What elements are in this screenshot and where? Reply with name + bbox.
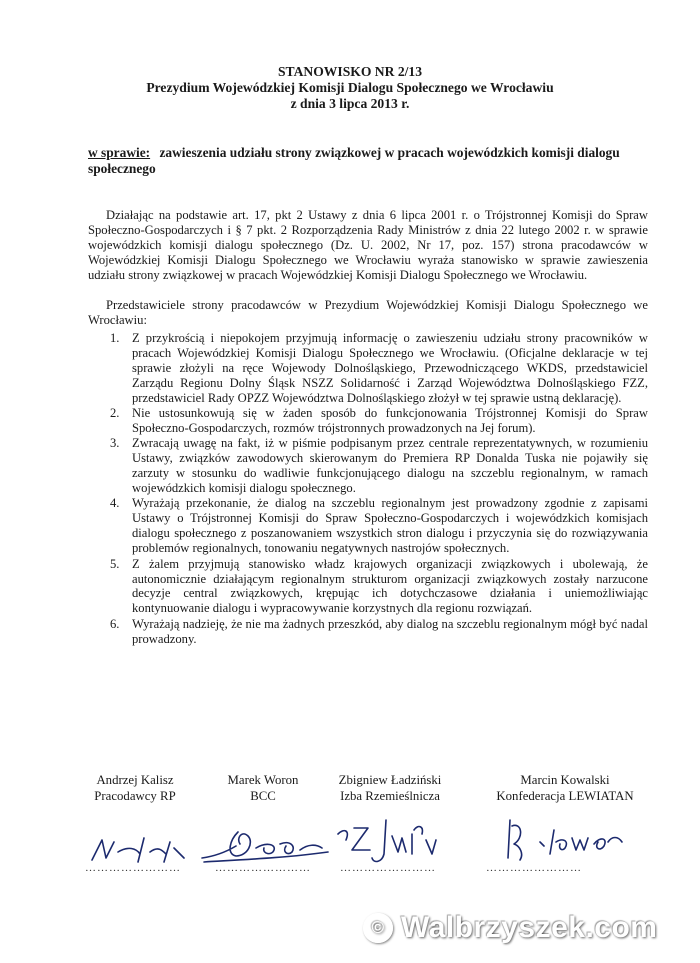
- list-item-number: 2.: [110, 406, 120, 421]
- list-item-number: 3.: [110, 436, 120, 451]
- signature-line: ……………………: [85, 862, 181, 874]
- subject-lead: w sprawie:: [88, 145, 151, 160]
- intro-paragraph: Działając na podstawie art. 17, pkt 2 Ustawy z dnia 6 lipca 2001 r. o Trójstronnej Komisji do Spraw Społeczno-Gospodarczych i § 7 pkt. 2 Rozporządzenia Rady Ministrów z dnia 22 lutego 2002 r. w sprawie wojewódzkich komisji dialogu społecznego (Dz. U. 2002, Nr 17, poz. 157) strona pracodawców w Wojewódzkiej Komisji Dialogu Społecznego we Wrocławiu wyraża stanowisko w sprawie zawieszenia udziału strony związkowej w pracach Wojewódzkiej Komisji Dialogu Społecznego we Wrocławiu.: [88, 208, 648, 282]
- watermark-text: Walbrzyszek.com: [401, 911, 658, 944]
- list-item-text: Nie ustosunkowują się w żaden sposób do funkcjonowania Trójstronnej Komisji do Spraw Społeczno-Gospodarczych, rozmów trójstronnych prowadzonych na Jej forum).: [132, 406, 648, 435]
- list-item-number: 5.: [110, 556, 120, 571]
- list-item: [88, 436, 648, 496]
- signatory-org: Pracodawcy RP: [94, 789, 176, 803]
- list-item-text: Wyrażają nadzieję, że nie ma żadnych przeszkód, aby dialog na szczeblu regionalnym mógł być nadal prowadzony.: [132, 616, 648, 646]
- signatory-name: Zbigniew Ładziński: [338, 773, 442, 787]
- signatory-org: Izba Rzemieślnicza: [340, 789, 440, 803]
- handwritten-signature: [196, 822, 336, 868]
- position-list: [88, 331, 648, 647]
- list-item: [88, 406, 648, 436]
- signatory-name: Andrzej Kalisz: [96, 773, 174, 787]
- signatory-name: Marek Woron: [227, 773, 299, 787]
- list-item-text: Wyrażają przekonanie, że dialog na szczeblu regionalnym jest prowadzony zgodnie z zapisami Ustawy o Trójstronnej Komisji do Spraw Społeczno-Gospodarczych i wojewódzkich komisjach dialogu społecznego z poszanowaniem wszystkich stron dialogu i przyczynia się do rozwiązywania problemów regionalnych, tonowaniu negatywnych nastrojów społecznych.: [132, 496, 648, 556]
- signatory-block: [208, 772, 318, 804]
- signatory-org: BCC: [250, 789, 276, 803]
- handwritten-signature: [490, 814, 630, 864]
- document-date: z dnia 3 lipca 2013 r.: [290, 96, 410, 111]
- signatory-org: Konfederacja LEWIATAN: [496, 789, 634, 803]
- list-item: [88, 557, 648, 617]
- list-item-text: Zwracają uwagę na fakt, iż w piśmie podpisanym przez centrale reprezentatywnych, w rozumieniu Ustawy, związków zawodowych skierowanym do Premiera RP Donalda Tuska nie pojawiły się zarzuty w stosunku do wadliwie funkcjonującego dialogu na szczeblu regionalnym, w ramach wojewódzkich komisji dialogu społecznego.: [132, 436, 648, 496]
- list-item-text: Z przykrością i niepokojem przyjmują informację o zawieszeniu udziału strony pracowników w pracach Wojewódzkiej Komisji Dialogu Społecznego we Wrocławiu. (Oficjalne deklaracje w tej sprawie złożyli na ręce Wojewody Dolnośląskiego, Przewodniczącego WKDS, przedstawiciel Zarządu Regionu Dolny Śląsk NSZZ Solidarność i Zarząd Województwa Dolnośląskiego FZZ, przedstawiciel Rady OPZZ Województwa Dolnośląskiego złożył w tej sprawie ustną deklarację).: [132, 331, 648, 405]
- signature-line: ……………………: [486, 862, 582, 874]
- signatory-name: Marcin Kowalski: [520, 773, 610, 787]
- list-item-number: 1.: [110, 331, 120, 345]
- signatory-block: [470, 772, 660, 804]
- list-item-text: Z żalem przyjmują stanowisko władz krajowych organizacji związkowych i ubolewają, że autonomicznie działającym regionalnym strukturom organizacji związkowych zostały narzucone decyzje central związkowych, krępując ich dotychczasowe działania i uniemożliwiając kontynuowanie dialogu i wypracowywanie korzystnych dla regionu rozwiązań.: [132, 556, 648, 616]
- document-header: [90, 64, 610, 112]
- signature-line: ……………………: [215, 862, 311, 874]
- list-item: [88, 331, 648, 406]
- handwritten-signature: [328, 814, 448, 870]
- handwritten-signature: [88, 828, 188, 868]
- issuing-body: Prezydium Wojewódzkiej Komisji Dialogu Społecznego we Wrocławiu: [146, 80, 554, 95]
- list-item: [88, 496, 648, 556]
- signatory-block: [80, 772, 190, 804]
- list-item-number: 4.: [110, 496, 120, 511]
- copyright-icon: ©: [363, 913, 393, 943]
- subject-text: zawieszenia udziału strony związkowej w pracach wojewódzkich komisji dialogu społecznego: [88, 145, 620, 176]
- representatives-paragraph: Przedstawiciele strony pracodawców w Prezydium Wojewódzkiej Komisji Dialogu Społecznego we Wrocławiu:: [88, 298, 648, 327]
- signature-line: ……………………: [340, 862, 436, 874]
- signatory-block: [320, 772, 460, 804]
- document-title: STANOWISKO NR 2/13: [277, 64, 422, 79]
- list-item-number: 6.: [110, 616, 120, 631]
- watermark: [363, 906, 693, 950]
- document-subject: [88, 145, 648, 177]
- list-item: [88, 617, 648, 647]
